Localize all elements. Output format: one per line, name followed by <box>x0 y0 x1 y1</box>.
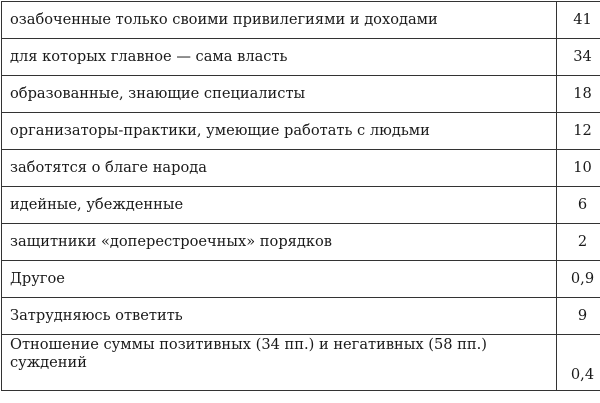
table-row <box>2 187 600 224</box>
row-value: 9 <box>557 298 600 335</box>
row-label: организаторы-практики, умеющие работать с людьми <box>2 113 557 150</box>
table-row <box>2 150 600 187</box>
row-value: 18 <box>557 76 600 113</box>
row-value: 0,9 <box>557 261 600 298</box>
survey-table <box>1 1 600 391</box>
table-row <box>2 298 600 335</box>
row-label: Отношение суммы позитивных (34 пп.) и негативных (58 пп.) суждений <box>2 335 557 391</box>
row-value: 2 <box>557 224 600 261</box>
row-label: озабоченные только своими привилегиями и доходами <box>2 2 557 39</box>
row-value: 12 <box>557 113 600 150</box>
row-label: для которых главное — сама власть <box>2 39 557 76</box>
row-value: 41 <box>557 2 600 39</box>
row-value: 0,4 <box>557 335 600 391</box>
table-row <box>2 113 600 150</box>
table-row-summary <box>2 335 600 391</box>
row-label: Другое <box>2 261 557 298</box>
row-value: 10 <box>557 150 600 187</box>
row-label: защитники «доперестроечных» порядков <box>2 224 557 261</box>
row-value: 6 <box>557 187 600 224</box>
table-row <box>2 76 600 113</box>
row-label: заботятся о благе народа <box>2 150 557 187</box>
table-row <box>2 261 600 298</box>
row-label: идейные, убежденные <box>2 187 557 224</box>
table-row <box>2 2 600 39</box>
row-label: образованные, знающие специалисты <box>2 76 557 113</box>
table-row <box>2 224 600 261</box>
row-label: Затрудняюсь ответить <box>2 298 557 335</box>
row-value: 34 <box>557 39 600 76</box>
table-row <box>2 39 600 76</box>
